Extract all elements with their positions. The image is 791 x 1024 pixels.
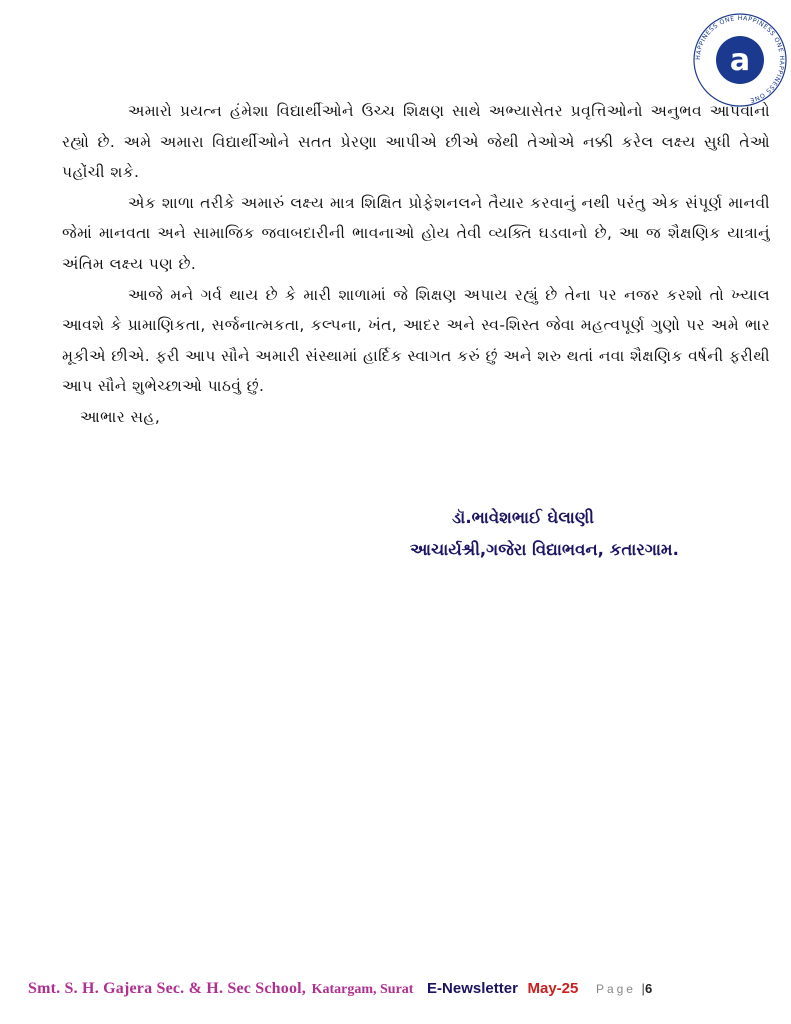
paragraph-2: એક શાળા તરીકે અમારું લક્ષ્ય માત્ર શિક્ષિત પ્રોફેશનલને તૈયાર કરવાનું નથી પરંતુ એક સંપૂર્ણ માનવી જેમાં માનવતા અને સામાજિક જવાબદારીની ભાવનાઓ હોય તેવી વ્યક્તિ ઘડવાનો છે, આ જ શૈક્ષણિક યાત્રાનું અંતિમ લક્ષ્ય પણ છે.	[62, 193, 770, 273]
paragraph-1: અમારો પ્રયત્ન હંમેશા વિદ્યાર્થીઓને ઉચ્ચ શિક્ષણ સાથે અભ્યાસેતર પ્રવૃત્તિઓનો અનુભવ આપવાનો રહ્યો છે. અમે અમારા વિદ્યાર્થીઓને સતત પ્રેરણા આપીએ છીએ જેથી તેઓએ નક્કી કરેલ લક્ષ્ય સુધી તેઓ પહોંચી શકે.	[62, 102, 770, 182]
logo-glyph: a	[729, 43, 751, 78]
school-logo	[690, 10, 790, 110]
letter-body	[62, 96, 770, 433]
signature-block	[380, 502, 770, 566]
closing-line: આભાર સહ,	[80, 407, 161, 426]
footer-newsletter-label: E-Newsletter	[427, 980, 518, 997]
footer-month: May-25	[527, 980, 579, 997]
signature-name: ડૉ.ભાવેશભાઈ ઘેલાણી	[452, 508, 594, 527]
footer-page-number: 6	[644, 981, 653, 996]
page-footer	[28, 978, 768, 1006]
footer-page-label: Page	[595, 982, 636, 996]
footer-school-name: Smt. S. H. Gajera Sec. & H. Sec School,	[28, 980, 306, 997]
footer-location: Katargam, Surat	[311, 982, 414, 997]
paragraph-3: આજે મને ગર્વ થાય છે કે મારી શાળામાં જે શિક્ષણ અપાય રહ્યું છે તેના પર નજર કરશો તો ખ્યાલ આવશે કે પ્રામાણિકતા, સર્જનાત્મકતા, કલ્પના, ખંત, આદર અને સ્વ-શિસ્ત જેવા મહત્વપૂર્ણ ગુણો પર અમે ભાર મૂકીએ છીએ. ફરી આપ સૌને અમારી સંસ્થામાં હાર્દિક સ્વાગત કરું છું અને શરુ થતાં નવા શૈક્ષણિક વર્ષની ફરીથી આપ સૌને શુભેચ્છાઓ પાઠવું છું.	[62, 285, 770, 396]
logo-ring-text: HAPPINESS ONE HAPPINESS ONE HAPPINESS ONE	[694, 14, 786, 104]
footer-separator: |	[641, 981, 645, 996]
signature-title: આચાર્યશ્રી,ગજેરા વિદ્યાભવન, કતારગામ.	[410, 540, 679, 559]
